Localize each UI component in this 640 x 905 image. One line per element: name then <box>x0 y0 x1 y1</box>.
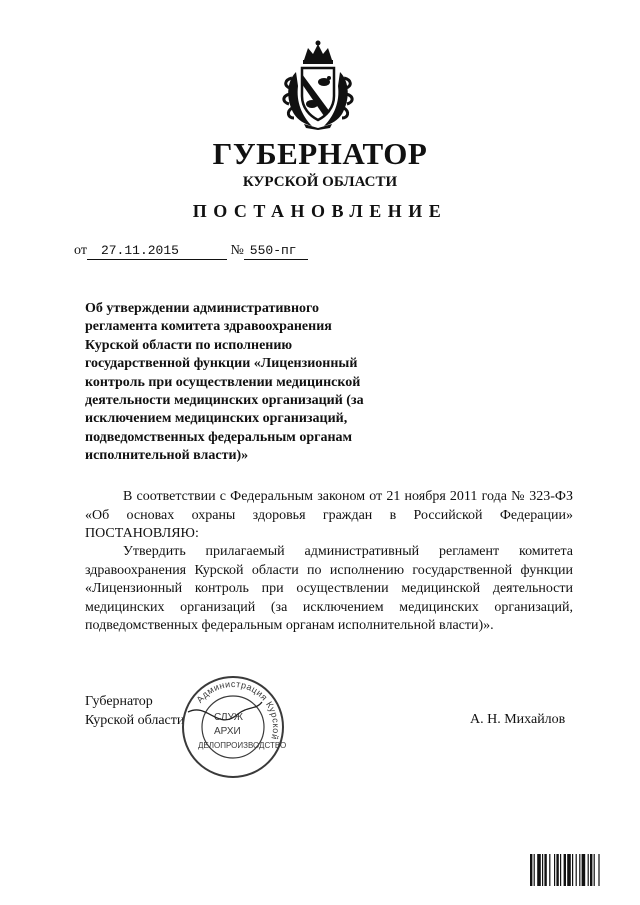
subject-line: исполнительной власти)» <box>85 448 249 464</box>
stamp-line-2: АРХИ <box>214 726 241 737</box>
date-prefix: от <box>74 243 87 258</box>
subject-line: подведомственных федеральным органам <box>85 429 353 445</box>
coat-of-arms-icon <box>282 38 354 130</box>
region-name: КУРСКОЙ ОБЛАСТИ <box>242 174 398 190</box>
subject-line: регламента комитета здравоохранения <box>85 319 332 335</box>
stamp-ring-text: Администрация Курской <box>194 678 282 741</box>
document-date: 27.11.2015 <box>87 243 227 260</box>
subject-line: Курской области по исполнению <box>85 337 293 353</box>
subject-line: Об утверждении административного <box>85 301 320 316</box>
subject-line: государственной функции «Лицензионный <box>85 356 358 372</box>
document-title: ГУБЕРНАТОР <box>212 136 428 171</box>
position-line: Губернатор <box>85 694 153 709</box>
barcode-icon <box>530 854 626 886</box>
subject-line: исключением медицинских организаций, <box>85 411 348 427</box>
number-prefix: № <box>230 243 244 258</box>
body-paragraph-resolution: Утвердить прилагаемый административный регламент комитета здравоохранения Курской области по исполнению государственной функции «Лицензионный контроль при осуществлении медицинской деятельности медицинских организаций (за исключением медицинских организаций, подведомственных федеральным органам исполнительной власти)». <box>85 544 573 634</box>
subject-line: контроль при осуществлении медицинской <box>85 374 361 390</box>
signatory-position <box>85 693 184 730</box>
document-number: 550-пг <box>244 243 308 260</box>
stamp-line-3: ДЕЛОПРОИЗВОДСТВО <box>198 741 287 750</box>
stamp-line-1: СЛУЖ <box>214 712 244 723</box>
position-line: Курской области <box>85 712 185 728</box>
date-number-line <box>74 242 308 260</box>
signatory-name: А. Н. Михайлов <box>470 712 566 727</box>
official-stamp-icon <box>178 672 288 782</box>
document-subject <box>85 300 405 466</box>
document-type: ПОСТАНОВЛЕНИЕ <box>192 201 448 221</box>
subject-line: деятельности медицинских организаций (за <box>85 393 364 409</box>
body-paragraph-legal-basis: В соответствии с Федеральным законом от 21 ноября 2011 года № 323-ФЗ «Об основах охраны здоровья граждан в Российской Федерации» ПОСТАНОВЛЯЮ: <box>85 489 573 542</box>
